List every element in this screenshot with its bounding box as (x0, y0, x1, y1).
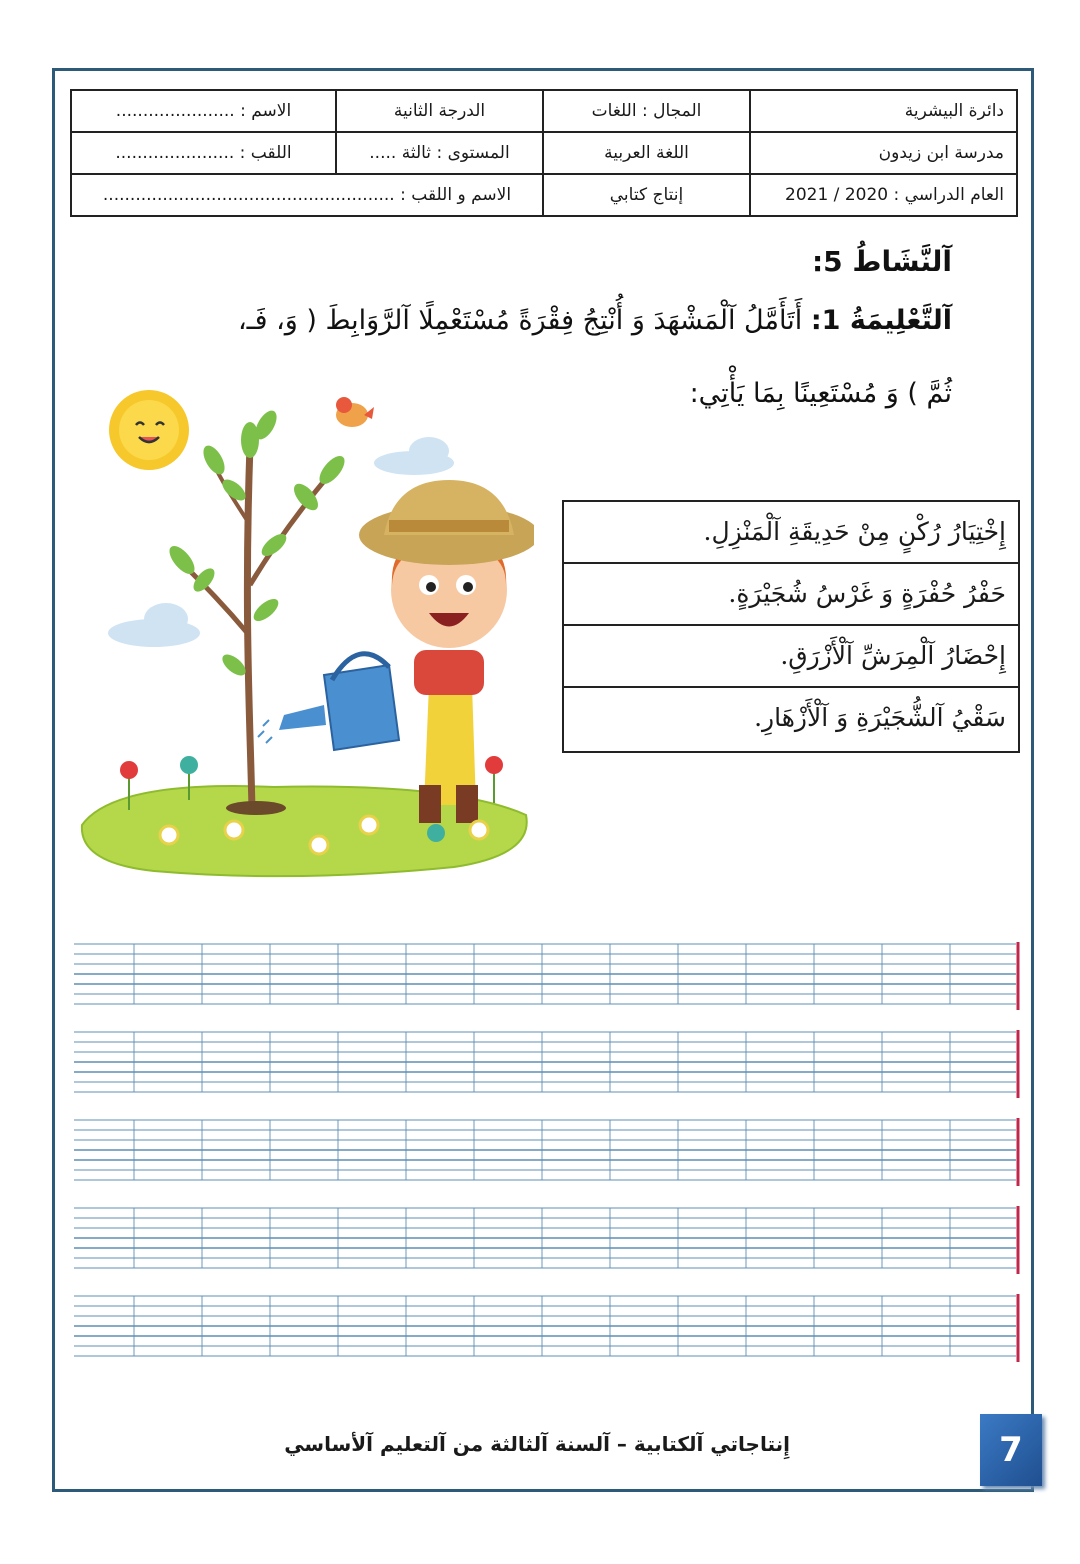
flower-icon (160, 826, 178, 844)
district-cell: دائرة البيشرية (750, 90, 1017, 132)
worksheet-header-table (70, 89, 1018, 217)
young-tree (165, 407, 349, 815)
girl-watering-character (359, 480, 534, 823)
instruction-label: آلتَّعْلِيمَةُ 1: (810, 305, 952, 336)
flower-icon (485, 756, 503, 803)
guide-step: حَفْرُ حُفْرَةٍ وَ غَرْسُ شُجَيْرَةٍ. (564, 564, 1018, 626)
task-type-cell: إنتاج كتابي (543, 174, 750, 216)
activity-title: آلنَّشَاطُ 5: (811, 245, 952, 278)
cloud-icon (374, 437, 454, 475)
header-row (71, 132, 1017, 174)
flower-icon (470, 821, 488, 839)
sun-icon (109, 390, 189, 470)
grade-cell: الدرجة الثانية (336, 90, 543, 132)
ruled-writing-band[interactable] (74, 1030, 1022, 1100)
flower-icon (310, 836, 328, 854)
domain-cell: المجال : اللغات (543, 90, 750, 132)
ruled-writing-band[interactable] (74, 1206, 1022, 1276)
full-name-field[interactable]: الاسم و اللقب : ...................................................... (71, 174, 543, 216)
ruled-writing-band[interactable] (74, 1294, 1022, 1364)
header-row (71, 174, 1017, 216)
flower-icon (427, 824, 445, 842)
surname-field[interactable]: اللقب : ...................... (71, 132, 336, 174)
flower-icon (225, 821, 243, 839)
subject-cell: اللغة العربية (543, 132, 750, 174)
guide-step: إِحْضَارُ آلْمِرَشِّ آلْأَزْرَقِ. (564, 626, 1018, 688)
ruled-writing-band[interactable] (74, 1118, 1022, 1188)
page-number-badge: 7 (980, 1414, 1042, 1486)
footer-title: إِنتاجاتي آلكتابية – آلسنة آلثالثة من آلتعليم آلأساسي (284, 1432, 790, 1456)
instruction-line-1 (238, 305, 952, 336)
instruction-line-2: ثُمَّ ) وَ مُسْتَعِينًا بِمَا يَأْتِي: (689, 378, 952, 409)
level-cell: المستوى : ثالثة ..... (336, 132, 543, 174)
school-year-cell: العام الدراسي : 2020 / 2021 (750, 174, 1017, 216)
guide-steps-box (562, 500, 1020, 753)
instruction-text: أَتَأَمَّلُ آلْمَشْهَدَ وَ أُنْتِجُ فِقْرَةً مُسْتَعْمِلًا آلرَّوَابِطَ ( وَ، فَـ، (237, 305, 803, 336)
flower-icon (360, 816, 378, 834)
guide-step: سَقْيُ آلشُّجَيْرَةِ وَ آلْأَزْهَارِ. (754, 703, 1006, 732)
watering-can-icon (258, 654, 399, 750)
gardening-illustration (74, 385, 534, 885)
ruled-writing-band[interactable] (74, 942, 1022, 1012)
bird-icon (336, 397, 374, 427)
school-cell: مدرسة ابن زيدون (750, 132, 1017, 174)
header-row (71, 90, 1017, 132)
cloud-icon (108, 603, 200, 647)
name-field[interactable]: الاسم : ...................... (71, 90, 336, 132)
guide-step: إِخْتِيَارُ رُكْنٍ مِنْ حَدِيقَةِ آلْمَنْزِلِ. (564, 502, 1018, 564)
